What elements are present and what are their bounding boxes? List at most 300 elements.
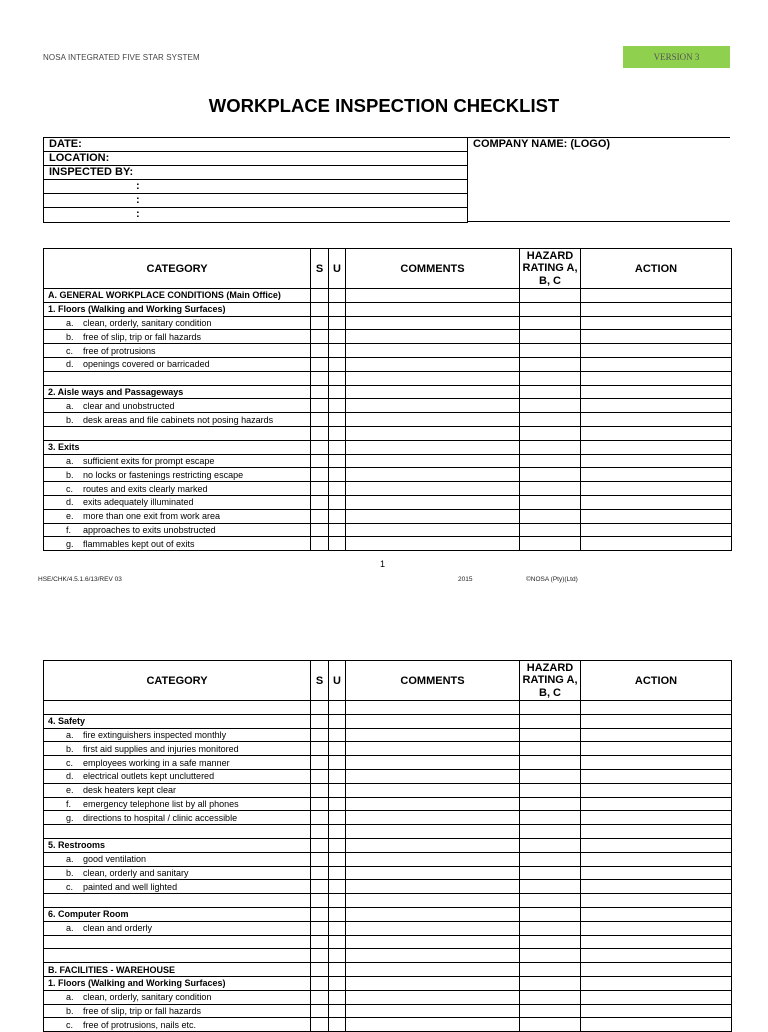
action-cell[interactable] — [581, 399, 732, 413]
hazard-rating-header: HAZARD RATING A, B, C — [520, 661, 581, 701]
action-cell[interactable] — [581, 714, 732, 728]
s-cell[interactable] — [311, 728, 329, 742]
u-cell[interactable] — [329, 701, 346, 715]
comments-cell[interactable] — [346, 385, 520, 399]
s-cell[interactable] — [311, 880, 329, 894]
comments-cell[interactable] — [346, 797, 520, 811]
u-cell[interactable] — [329, 357, 346, 371]
hazard-rating-cell[interactable] — [520, 714, 581, 728]
s-cell[interactable] — [311, 289, 329, 303]
hazard-rating-cell[interactable] — [520, 728, 581, 742]
section-heading: 3. Exits — [44, 440, 311, 454]
hazard-rating-cell[interactable] — [520, 963, 581, 977]
action-cell[interactable] — [581, 866, 732, 880]
item-letter: c. — [66, 1019, 74, 1030]
s-header: S — [311, 249, 329, 289]
hazard-rating-cell[interactable] — [520, 371, 581, 385]
comments-cell[interactable] — [346, 783, 520, 797]
checklist-item — [44, 537, 311, 551]
s-cell[interactable] — [311, 838, 329, 852]
checklist-row — [44, 894, 732, 908]
u-cell[interactable] — [329, 399, 346, 413]
checklist-row — [44, 509, 732, 523]
u-cell[interactable] — [329, 426, 346, 440]
u-header: U — [329, 249, 346, 289]
item-text: directions to hospital / clinic accessible — [83, 812, 238, 823]
action-cell[interactable] — [581, 302, 732, 316]
hazard-rating-cell[interactable] — [520, 495, 581, 509]
comments-cell[interactable] — [346, 880, 520, 894]
action-cell[interactable] — [581, 756, 732, 770]
item-text: painted and well lighted — [83, 881, 178, 892]
hazard-rating-cell[interactable] — [520, 811, 581, 825]
item-letter: a. — [66, 854, 74, 865]
checklist-item — [44, 990, 311, 1004]
item-text: flammables kept out of exits — [83, 538, 195, 549]
item-letter: e. — [66, 511, 74, 522]
item-letter: a. — [66, 729, 74, 740]
checklist-row — [44, 990, 732, 1004]
action-cell[interactable] — [581, 963, 732, 977]
comments-cell[interactable] — [346, 316, 520, 330]
item-text: openings covered or barricaded — [83, 359, 210, 370]
checklist-row — [44, 963, 732, 977]
u-cell[interactable] — [329, 1004, 346, 1018]
blank-row — [44, 371, 311, 385]
s-cell[interactable] — [311, 976, 329, 990]
checklist-row — [44, 852, 732, 866]
item-letter: a. — [66, 400, 74, 411]
action-cell[interactable] — [581, 907, 732, 921]
u-cell[interactable] — [329, 468, 346, 482]
u-cell[interactable] — [329, 728, 346, 742]
comments-cell[interactable] — [346, 357, 520, 371]
comments-cell[interactable] — [346, 537, 520, 551]
s-cell[interactable] — [311, 852, 329, 866]
category-header: CATEGORY — [44, 661, 311, 701]
item-text: approaches to exits unobstructed — [83, 524, 216, 535]
action-cell[interactable] — [581, 426, 732, 440]
hazard-rating-cell[interactable] — [520, 1004, 581, 1018]
action-cell[interactable] — [581, 316, 732, 330]
action-cell[interactable] — [581, 838, 732, 852]
comments-cell[interactable] — [346, 426, 520, 440]
s-cell[interactable] — [311, 811, 329, 825]
hazard-rating-cell[interactable] — [520, 949, 581, 963]
action-cell[interactable] — [581, 509, 732, 523]
checklist-item — [44, 742, 311, 756]
checklist-item — [44, 523, 311, 537]
action-cell[interactable] — [581, 289, 732, 303]
item-text: free of protrusions — [83, 345, 156, 356]
checklist-item — [44, 728, 311, 742]
section-heading: 4. Safety — [44, 714, 311, 728]
s-cell[interactable] — [311, 330, 329, 344]
comments-cell[interactable] — [346, 454, 520, 468]
hazard-rating-cell[interactable] — [520, 825, 581, 839]
comments-cell[interactable] — [346, 838, 520, 852]
page-number: 1 — [380, 559, 386, 569]
comments-cell[interactable] — [346, 1004, 520, 1018]
action-cell[interactable] — [581, 990, 732, 1004]
s-cell[interactable] — [311, 495, 329, 509]
inspector-colon: : — [136, 180, 140, 192]
checklist-row — [44, 811, 732, 825]
s-cell[interactable] — [311, 769, 329, 783]
hazard-rating-cell[interactable] — [520, 880, 581, 894]
action-cell[interactable] — [581, 482, 732, 496]
u-cell[interactable] — [329, 289, 346, 303]
hazard-rating-cell[interactable] — [520, 385, 581, 399]
s-cell[interactable] — [311, 509, 329, 523]
comments-cell[interactable] — [346, 413, 520, 427]
hazard-rating-cell[interactable] — [520, 769, 581, 783]
u-cell[interactable] — [329, 963, 346, 977]
hazard-rating-cell[interactable] — [520, 797, 581, 811]
checklist-row — [44, 357, 732, 371]
inspector-line-3[interactable] — [44, 208, 467, 222]
checklist-row — [44, 426, 732, 440]
s-cell[interactable] — [311, 357, 329, 371]
hazard-rating-cell[interactable] — [520, 330, 581, 344]
u-cell[interactable] — [329, 537, 346, 551]
action-cell[interactable] — [581, 976, 732, 990]
footer-year: 2015 — [458, 576, 473, 583]
checklist-row — [44, 302, 732, 316]
u-cell[interactable] — [329, 783, 346, 797]
u-cell[interactable] — [329, 769, 346, 783]
u-cell[interactable] — [329, 302, 346, 316]
action-cell[interactable] — [581, 454, 732, 468]
inspected-by-field[interactable] — [44, 166, 467, 180]
action-cell[interactable] — [581, 783, 732, 797]
action-cell[interactable] — [581, 894, 732, 908]
u-cell[interactable] — [329, 990, 346, 1004]
section-heading: A. GENERAL WORKPLACE CONDITIONS (Main Office) — [44, 289, 311, 303]
blank-row — [44, 949, 311, 963]
checklist-row — [44, 1004, 732, 1018]
s-cell[interactable] — [311, 482, 329, 496]
u-cell[interactable] — [329, 482, 346, 496]
action-cell[interactable] — [581, 701, 732, 715]
hazard-rating-cell[interactable] — [520, 1018, 581, 1032]
section-heading: 1. Floors (Walking and Working Surfaces) — [44, 976, 311, 990]
company-label: COMPANY NAME: (LOGO) — [473, 138, 611, 150]
s-cell[interactable] — [311, 894, 329, 908]
u-cell[interactable] — [329, 316, 346, 330]
s-cell[interactable] — [311, 756, 329, 770]
hazard-rating-cell[interactable] — [520, 742, 581, 756]
location-field[interactable] — [44, 152, 467, 166]
item-letter: c. — [66, 881, 74, 892]
s-cell[interactable] — [311, 371, 329, 385]
hazard-rating-cell[interactable] — [520, 838, 581, 852]
hazard-rating-cell[interactable] — [520, 990, 581, 1004]
u-cell[interactable] — [329, 838, 346, 852]
s-cell[interactable] — [311, 1004, 329, 1018]
u-cell[interactable] — [329, 811, 346, 825]
action-header: ACTION — [581, 661, 732, 701]
s-cell[interactable] — [311, 302, 329, 316]
action-cell[interactable] — [581, 769, 732, 783]
item-letter: b. — [66, 469, 74, 480]
item-letter: a. — [66, 992, 74, 1003]
inspector-line-1[interactable] — [44, 180, 467, 194]
checklist-row — [44, 495, 732, 509]
hazard-rating-cell[interactable] — [520, 537, 581, 551]
comments-cell[interactable] — [346, 742, 520, 756]
comments-cell[interactable] — [346, 509, 520, 523]
action-cell[interactable] — [581, 330, 732, 344]
s-cell[interactable] — [311, 413, 329, 427]
u-cell[interactable] — [329, 344, 346, 358]
checklist-row — [44, 482, 732, 496]
comments-cell[interactable] — [346, 714, 520, 728]
comments-cell[interactable] — [346, 852, 520, 866]
u-cell[interactable] — [329, 714, 346, 728]
u-cell[interactable] — [329, 523, 346, 537]
action-cell[interactable] — [581, 1004, 732, 1018]
u-cell[interactable] — [329, 921, 346, 935]
s-cell[interactable] — [311, 990, 329, 1004]
s-cell[interactable] — [311, 866, 329, 880]
hazard-rating-cell[interactable] — [520, 921, 581, 935]
inspector-line-2[interactable] — [44, 194, 467, 208]
item-text: employees working in a safe manner — [83, 757, 230, 768]
hazard-rating-cell[interactable] — [520, 482, 581, 496]
comments-cell[interactable] — [346, 935, 520, 949]
hazard-rating-cell[interactable] — [520, 399, 581, 413]
comments-cell[interactable] — [346, 330, 520, 344]
checklist-item — [44, 509, 311, 523]
action-cell[interactable] — [581, 440, 732, 454]
u-cell[interactable] — [329, 976, 346, 990]
checklist-item — [44, 852, 311, 866]
action-cell[interactable] — [581, 797, 732, 811]
hazard-rating-cell[interactable] — [520, 454, 581, 468]
comments-cell[interactable] — [346, 963, 520, 977]
hazard-rating-cell[interactable] — [520, 783, 581, 797]
s-cell[interactable] — [311, 454, 329, 468]
checklist-row — [44, 769, 732, 783]
checklist-row — [44, 413, 732, 427]
hazard-rating-cell[interactable] — [520, 894, 581, 908]
hazard-rating-cell[interactable] — [520, 426, 581, 440]
s-cell[interactable] — [311, 714, 329, 728]
hazard-rating-cell[interactable] — [520, 413, 581, 427]
hazard-rating-cell[interactable] — [520, 756, 581, 770]
hazard-rating-cell[interactable] — [520, 907, 581, 921]
comments-cell[interactable] — [346, 701, 520, 715]
comments-cell[interactable] — [346, 769, 520, 783]
u-cell[interactable] — [329, 509, 346, 523]
action-cell[interactable] — [581, 852, 732, 866]
u-cell[interactable] — [329, 756, 346, 770]
comments-cell[interactable] — [346, 756, 520, 770]
company-name-field[interactable] — [467, 137, 730, 222]
s-cell[interactable] — [311, 963, 329, 977]
hazard-rating-cell[interactable] — [520, 357, 581, 371]
s-cell[interactable] — [311, 426, 329, 440]
hazard-rating-cell[interactable] — [520, 701, 581, 715]
action-cell[interactable] — [581, 825, 732, 839]
checklist-item — [44, 482, 311, 496]
action-cell[interactable] — [581, 880, 732, 894]
s-cell[interactable] — [311, 797, 329, 811]
checklist-item — [44, 756, 311, 770]
s-cell[interactable] — [311, 468, 329, 482]
u-cell[interactable] — [329, 371, 346, 385]
comments-cell[interactable] — [346, 468, 520, 482]
u-cell[interactable] — [329, 742, 346, 756]
section-heading: 5. Restrooms — [44, 838, 311, 852]
action-cell[interactable] — [581, 523, 732, 537]
action-cell[interactable] — [581, 1018, 732, 1032]
comments-cell[interactable] — [346, 907, 520, 921]
action-cell[interactable] — [581, 344, 732, 358]
checklist-row — [44, 949, 732, 963]
s-cell[interactable] — [311, 742, 329, 756]
checklist-item — [44, 921, 311, 935]
checklist-row — [44, 976, 732, 990]
hazard-rating-cell[interactable] — [520, 316, 581, 330]
comments-cell[interactable] — [346, 949, 520, 963]
checklist-item — [44, 1004, 311, 1018]
action-cell[interactable] — [581, 728, 732, 742]
hazard-rating-cell[interactable] — [520, 866, 581, 880]
u-cell[interactable] — [329, 330, 346, 344]
hazard-rating-cell[interactable] — [520, 344, 581, 358]
blank-row — [44, 825, 311, 839]
s-cell[interactable] — [311, 537, 329, 551]
hazard-rating-cell[interactable] — [520, 302, 581, 316]
comments-cell[interactable] — [346, 399, 520, 413]
action-cell[interactable] — [581, 537, 732, 551]
s-cell[interactable] — [311, 440, 329, 454]
action-cell[interactable] — [581, 413, 732, 427]
comments-cell[interactable] — [346, 990, 520, 1004]
u-cell[interactable] — [329, 825, 346, 839]
s-cell[interactable] — [311, 399, 329, 413]
s-cell[interactable] — [311, 783, 329, 797]
u-cell[interactable] — [329, 440, 346, 454]
action-cell[interactable] — [581, 357, 732, 371]
comments-cell[interactable] — [346, 302, 520, 316]
comments-cell[interactable] — [346, 866, 520, 880]
u-cell[interactable] — [329, 907, 346, 921]
u-cell[interactable] — [329, 949, 346, 963]
comments-cell[interactable] — [346, 371, 520, 385]
u-cell[interactable] — [329, 852, 346, 866]
comments-cell[interactable] — [346, 811, 520, 825]
checklist-item — [44, 344, 311, 358]
hazard-rating-cell[interactable] — [520, 509, 581, 523]
hazard-rating-cell[interactable] — [520, 523, 581, 537]
s-cell[interactable] — [311, 385, 329, 399]
action-cell[interactable] — [581, 371, 732, 385]
hazard-rating-cell[interactable] — [520, 976, 581, 990]
s-cell[interactable] — [311, 935, 329, 949]
comments-cell[interactable] — [346, 495, 520, 509]
u-cell[interactable] — [329, 894, 346, 908]
u-header: U — [329, 661, 346, 701]
hazard-rating-cell[interactable] — [520, 935, 581, 949]
comments-cell[interactable] — [346, 440, 520, 454]
checklist-row — [44, 385, 732, 399]
comments-cell[interactable] — [346, 825, 520, 839]
comments-cell[interactable] — [346, 344, 520, 358]
hazard-rating-header: HAZARD RATING A, B, C — [520, 249, 581, 289]
s-cell[interactable] — [311, 701, 329, 715]
hazard-rating-cell[interactable] — [520, 852, 581, 866]
hazard-rating-cell[interactable] — [520, 468, 581, 482]
action-cell[interactable] — [581, 742, 732, 756]
s-cell[interactable] — [311, 949, 329, 963]
action-cell[interactable] — [581, 949, 732, 963]
action-cell[interactable] — [581, 811, 732, 825]
s-cell[interactable] — [311, 316, 329, 330]
action-cell[interactable] — [581, 921, 732, 935]
item-letter: b. — [66, 1005, 74, 1016]
blank-row — [44, 701, 311, 715]
u-cell[interactable] — [329, 495, 346, 509]
hazard-rating-cell[interactable] — [520, 440, 581, 454]
checklist-item — [44, 783, 311, 797]
comments-cell[interactable] — [346, 289, 520, 303]
date-field[interactable] — [44, 138, 467, 152]
u-cell[interactable] — [329, 413, 346, 427]
hazard-rating-cell[interactable] — [520, 289, 581, 303]
comments-cell[interactable] — [346, 728, 520, 742]
comments-cell[interactable] — [346, 1018, 520, 1032]
s-cell[interactable] — [311, 523, 329, 537]
s-cell[interactable] — [311, 907, 329, 921]
checklist-row — [44, 701, 732, 715]
action-cell[interactable] — [581, 468, 732, 482]
s-cell[interactable] — [311, 1018, 329, 1032]
item-letter: a. — [66, 317, 74, 328]
u-cell[interactable] — [329, 1018, 346, 1032]
s-cell[interactable] — [311, 921, 329, 935]
inspected-by-label: INSPECTED BY: — [49, 166, 134, 178]
action-cell[interactable] — [581, 385, 732, 399]
comments-cell[interactable] — [346, 921, 520, 935]
u-cell[interactable] — [329, 880, 346, 894]
item-text: electrical outlets kept uncluttered — [83, 771, 215, 782]
category-header: CATEGORY — [44, 249, 311, 289]
system-name: NOSA INTEGRATED FIVE STAR SYSTEM — [43, 53, 200, 62]
checklist-row — [44, 454, 732, 468]
u-cell[interactable] — [329, 797, 346, 811]
checklist-row — [44, 742, 732, 756]
item-text: desk areas and file cabinets not posing hazards — [83, 414, 274, 425]
s-cell[interactable] — [311, 825, 329, 839]
action-cell[interactable] — [581, 935, 732, 949]
comments-cell[interactable] — [346, 523, 520, 537]
item-text: emergency telephone list by all phones — [83, 798, 239, 809]
action-cell[interactable] — [581, 495, 732, 509]
comments-cell[interactable] — [346, 894, 520, 908]
comments-cell[interactable] — [346, 976, 520, 990]
comments-cell[interactable] — [346, 482, 520, 496]
item-letter: c. — [66, 345, 74, 356]
u-cell[interactable] — [329, 935, 346, 949]
checklist-row — [44, 440, 732, 454]
u-cell[interactable] — [329, 866, 346, 880]
s-cell[interactable] — [311, 344, 329, 358]
u-cell[interactable] — [329, 385, 346, 399]
u-cell[interactable] — [329, 454, 346, 468]
